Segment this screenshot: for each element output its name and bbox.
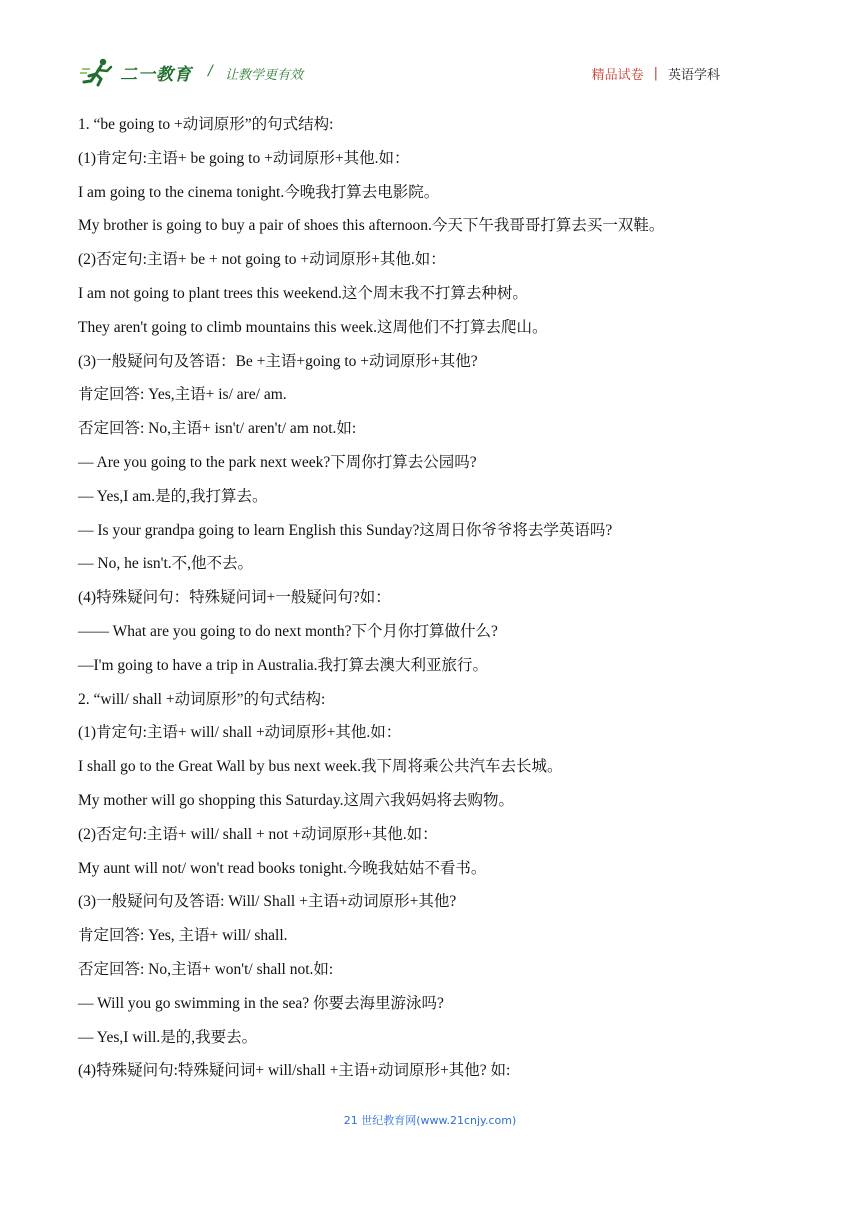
text-line: (3)一般疑问句及答语: Will/ Shall +主语+动词原形+其他? (78, 893, 457, 911)
text-line: (1)肯定句:主语+ will/ shall +动词原形+其他.如： (78, 724, 402, 742)
text-line: — Is your grandpa going to learn English this Sunday?这周日你爷爷将去学英语吗? (78, 521, 613, 539)
tag-subject: 英语学科 (667, 68, 720, 83)
header-tags (592, 64, 720, 83)
text-line: — Are you going to the park next week?下周你打算去公园吗? (78, 453, 477, 471)
logo-text: 二一教育 (120, 64, 192, 85)
text-line: (2)否定句:主语+ will/ shall + not +动词原形+其他.如： (78, 825, 438, 843)
text-line: (2)否定句:主语+ be + not going to +动词原形+其他.如： (78, 251, 446, 269)
runner-logo-icon (80, 57, 118, 87)
text-line: —— What are you going to do next month?下个月你打算做什么? (78, 622, 498, 640)
tag-separator: | (653, 66, 658, 81)
text-line: — Yes,I will.是的,我要去。 (78, 1028, 258, 1046)
text-line: I shall go to the Great Wall by bus next week.我下周将乘公共汽车去长城。 (78, 758, 563, 776)
text-line: My aunt will not/ won't read books tonight.今晚我姑姑不看书。 (78, 859, 487, 877)
text-line: They aren't going to climb mountains this week.这周他们不打算去爬山。 (78, 318, 548, 336)
text-line: (4)特殊疑问句:特殊疑问词+ will/shall +主语+动词原形+其他? 如: (78, 1062, 511, 1080)
brand-logo (80, 55, 192, 89)
text-line: My mother will go shopping this Saturday.这周六我妈妈将去购物。 (78, 791, 514, 809)
text-line: — Yes,I am.是的,我打算去。 (78, 487, 268, 505)
text-line: 1. “be going to +动词原形”的句式结构: (78, 116, 334, 133)
text-line: 肯定回答: Yes, 主语+ will/ shall. (78, 927, 288, 945)
text-line: (3)一般疑问句及答语：Be +主语+going to +动词原形+其他? (78, 352, 478, 370)
text-line: 2. “will/ shall +动词原形”的句式结构: (78, 690, 326, 708)
page-footer: 21 世纪教育网(www.21cnjy.com) (343, 1114, 517, 1127)
text-line: (1)肯定句:主语+ be going to +动词原形+其他.如： (78, 149, 410, 167)
text-line: — Will you go swimming in the sea? 你要去海里游泳吗? (78, 994, 444, 1012)
slogan-divider: / (208, 63, 213, 79)
text-line: I am not going to plant trees this weekend.这个周末我不打算去种树。 (78, 284, 528, 302)
tag-quality-paper: 精品试卷 (591, 68, 644, 83)
document-body (78, 108, 778, 1088)
text-line: I am going to the cinema tonight.今晚我打算去电影院。 (78, 183, 440, 201)
slogan: 让教学更有效 (225, 68, 304, 83)
text-line: 否定回答: No,主语+ isn't/ aren't/ am not.如: (78, 420, 357, 438)
page-header (80, 55, 740, 89)
text-line: —I'm going to have a trip in Australia.我打算去澳大利亚旅行。 (78, 656, 489, 674)
text-line: My brother is going to buy a pair of shoes this afternoon.今天下午我哥哥打算去买一双鞋。 (78, 217, 665, 235)
text-line: (4)特殊疑问句：特殊疑问词+一般疑问句?如： (78, 589, 391, 607)
text-line: — No, he isn't.不,他不去。 (78, 555, 254, 573)
text-line: 否定回答: No,主语+ won't/ shall not.如: (78, 960, 334, 978)
text-line: 肯定回答: Yes,主语+ is/ are/ am. (78, 386, 287, 404)
